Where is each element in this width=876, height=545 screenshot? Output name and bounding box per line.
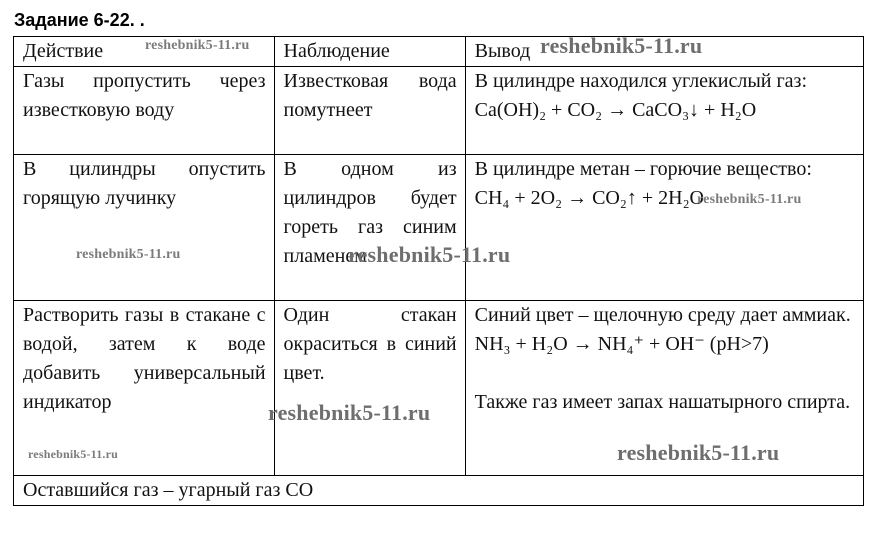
watermark: reshebnik5-11.ru <box>540 33 703 58</box>
watermark: reshebnik5-11.ru <box>145 38 250 53</box>
table-footer-row <box>14 476 864 506</box>
watermark: reshebnik5-11.ru <box>617 440 780 465</box>
header-conclusion: Вывод <box>465 37 863 67</box>
spacer <box>475 359 855 388</box>
row3-equation: NH₃ + H₂O → NH₄⁺ + OH⁻ (pH>7) <box>474 333 769 355</box>
row2-conclusion <box>465 155 863 301</box>
watermark: reshebnik5-11.ru <box>348 242 511 267</box>
row1-action: Газы пропустить через известковую воду <box>14 67 275 155</box>
results-table <box>13 36 864 506</box>
table-header-row <box>14 37 864 67</box>
row2-equation: CH₄ + 2O₂ → CO₂↑ + 2H₂O <box>474 187 704 209</box>
row2-observation: В одном из цилиндров будет гореть газ синим пламенем <box>274 155 465 301</box>
watermark: reshebnik5-11.ru <box>76 247 181 262</box>
row3-conclusion-text: Синий цвет – щелочную среду дает аммиак. <box>474 304 851 326</box>
row3-extra-text: Также газ имеет запах нашатырного спирта. <box>474 391 851 413</box>
row2-action: В цилиндры опустить горящую лучинку <box>14 155 275 301</box>
header-observation: Наблюдение <box>274 37 465 67</box>
row3-action: Растворить газы в стакане с водой, затем к воде добавить универсальный индикатор <box>14 301 275 476</box>
row2-conclusion-text: В цилиндре метан – горючие вещество: <box>474 158 812 180</box>
task-title: Задание 6-22. . <box>14 10 145 30</box>
row1-observation: Известковая вода помутнеет <box>274 67 465 155</box>
footer-conclusion: Оставшийся газ – угарный газ CO <box>14 476 864 506</box>
watermark: reshebnik5-11.ru <box>268 400 431 425</box>
row1-equation: Ca(OH)₂ + CO₂ → CaCO₃↓ + H₂O <box>474 99 757 121</box>
watermark: reshebnik5-11.ru <box>28 447 118 461</box>
row1-conclusion <box>465 67 863 155</box>
table-row <box>14 155 864 301</box>
watermark: reshebnik5-11.ru <box>697 192 802 207</box>
header-action: Действие <box>14 37 275 67</box>
row1-conclusion-text: В цилиндре находился углекислый газ: <box>474 70 808 92</box>
row3-observation: Один стакан окраситься в синий цвет. <box>274 301 465 476</box>
table-row <box>14 67 864 155</box>
